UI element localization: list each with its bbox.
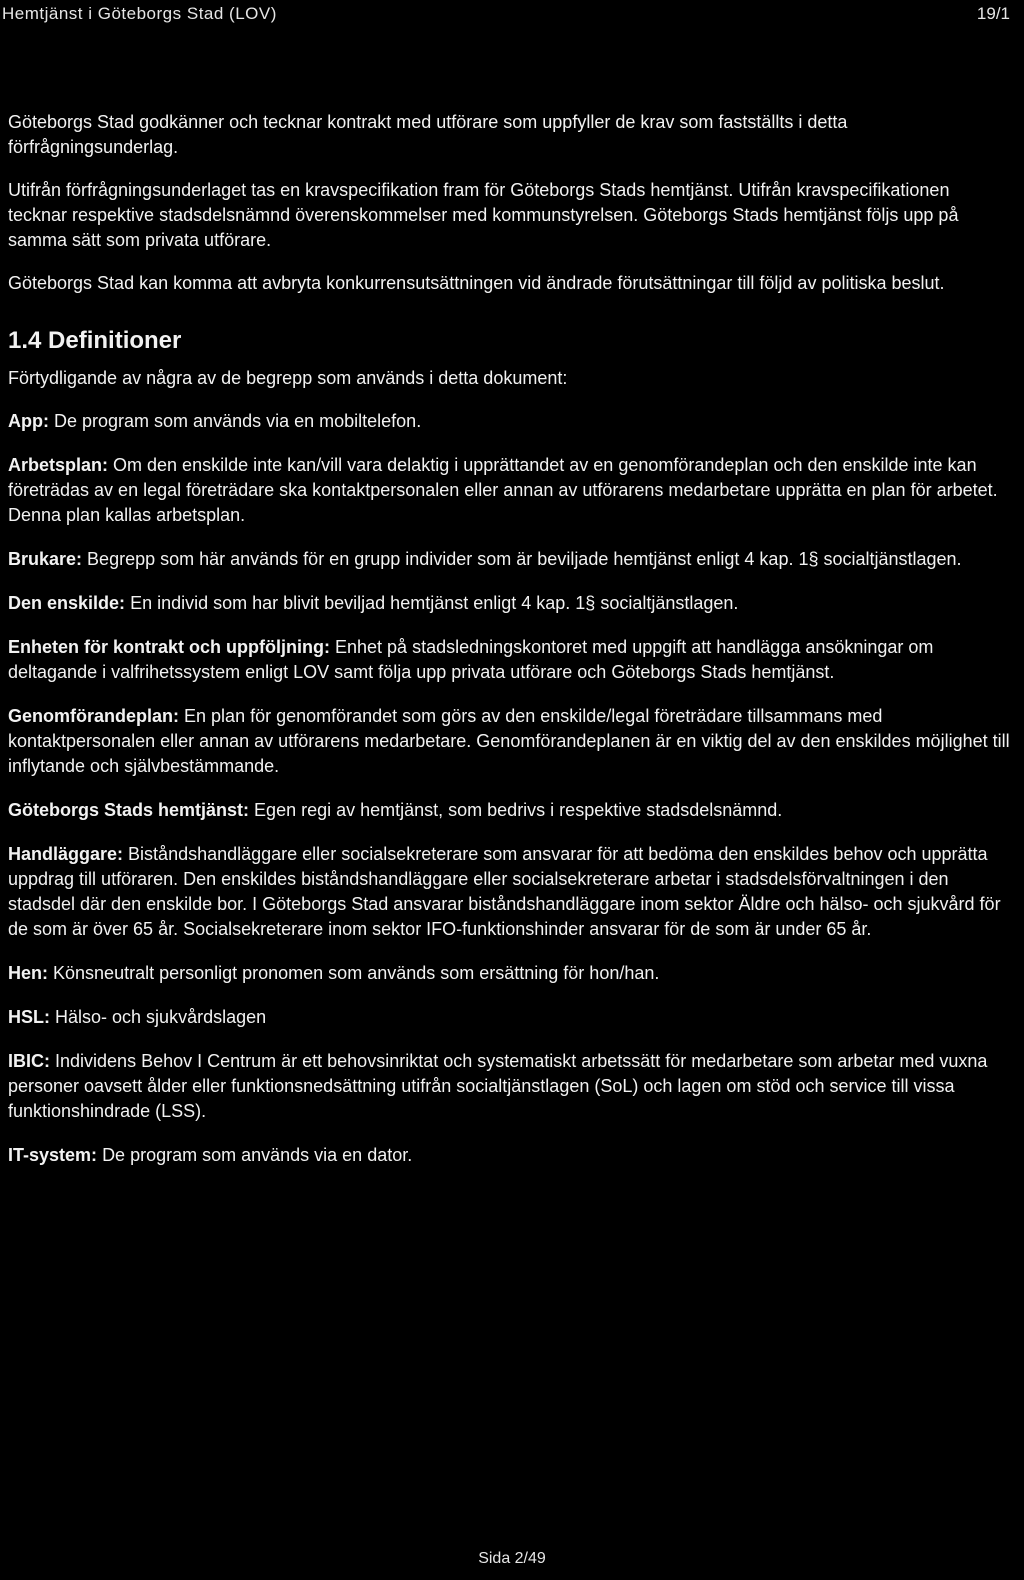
definition-enheten-for-kontrakt [8,635,1012,685]
section-heading: 1.4 Definitioner [8,327,182,354]
paragraph-kravspecifikation: Utifrån förfrågningsunderlaget tas en kravspecifikation fram för Göteborgs Stads hemtjänst. Utifrån kravspecifikationen tecknar respektive stadsdelsnämnd överenskommelser med kommunstyrelsen. Göteborgs Stads hemtjänst följs upp på samma sätt som privata utförare. [8,180,959,250]
definition-text: De program som används via en mobiltelefon. [54,411,422,431]
definition-text: Könsneutralt personligt pronomen som används som ersättning för hon/han. [53,963,660,983]
definition-genomforandeplan [8,704,1012,779]
definition-app [8,409,1012,434]
definition-text: Om den enskilde inte kan/vill vara delaktig i upprättandet av en genomförandeplan och den enskilde inte kan företrädas av en legal företrädare ska kontaktpersonalen eller annan av utförarens medarbetare upprätta en plan för arbetet. Denna plan kallas arbetsplan. [8,455,998,525]
definition-ibic [8,1049,1012,1124]
definition-term: IBIC: [8,1051,50,1071]
document-number: 19/1 [976,4,1010,23]
definition-text: En plan för genomförandet som görs av den enskilde/legal företrädare tillsammans med kontaktpersonalen eller annan av utförarens medarbetare. Genomförandeplanen är en viktig del av den enskildes möjlighet till inflytande och självbestämmande. [8,706,1010,776]
paragraph-approval: Göteborgs Stad godkänner och tecknar kontrakt med utförare som uppfyller de krav som fastställts i detta förfrågningsunderlag. [8,112,848,157]
definition-text: Hälso- och sjukvårdslagen [55,1007,267,1027]
definition-term: Den enskilde: [8,593,126,613]
definition-brukare [8,547,1012,572]
definition-term: Handläggare: [8,844,124,864]
definition-goteborgs-stads-hemtjanst [8,798,1012,823]
page-header [2,4,1010,34]
definition-term: Enheten för kontrakt och uppföljning: [8,637,330,657]
definition-handlaggare [8,842,1012,942]
document-body [8,110,1012,1187]
definition-term: Hen: [8,963,48,983]
definition-term: App: [8,411,49,431]
definition-den-enskilde [8,591,1012,616]
definition-text: Biståndshandläggare eller socialsekreterare som ansvarar för att bedöma den enskildes behov och upprätta uppdrag till utföraren. Den enskildes biståndshandläggare eller socialsekreterare arbetar i stadsdelsförvaltningen i den stadsdel där den enskilde bor. I Göteborgs Stad ansvarar biståndshandläggare inom sektor Äldre och hälso- och sjukvård för de som är över 65 år. Socialsekreterare inom sektor IFO-funktionshinder ansvarar för de som är under 65 år. [8,844,1001,939]
definition-term: Brukare: [8,549,83,569]
definition-term: IT-system: [8,1145,98,1165]
definition-arbetsplan [8,453,1012,528]
paragraph-avbryta: Göteborgs Stad kan komma att avbryta konkurrensutsättningen vid ändrade förutsättningar till följd av politiska beslut. [8,273,945,293]
definition-term: Göteborgs Stads hemtjänst: [8,800,250,820]
definition-it-system [8,1143,1012,1168]
document-title: Hemtjänst i Göteborgs Stad (LOV) [2,4,277,23]
definition-term: Genomförandeplan: [8,706,180,726]
definition-hsl [8,1005,1012,1030]
page-number: Sida 2/49 [478,1550,546,1567]
definition-text: Begrepp som här används för en grupp individer som är beviljade hemtjänst enligt 4 kap. 1§ socialtjänstlagen. [87,549,962,569]
definition-term: Arbetsplan: [8,455,109,475]
definition-hen [8,961,1012,986]
definition-text: Individens Behov I Centrum är ett behovsinriktat och systematiskt arbetssätt för medarbetare som arbetar med vuxna personer oavsett ålder eller funktionsnedsättning utifrån socialtjänstlagen (SoL) och lagen om stöd och service till vissa funktionshindrade (LSS). [8,1051,988,1121]
definition-text: Enhet på stadsledningskontoret med uppgift att handlägga ansökningar om deltagande i valfrihetssystem enligt LOV samt följa upp privata utförare och Göteborgs Stads hemtjänst. [8,637,934,682]
definition-text: En individ som har blivit beviljad hemtjänst enligt 4 kap. 1§ socialtjänstlagen. [130,593,739,613]
section-intro: Förtydligande av några av de begrepp som används i detta dokument: [8,368,568,388]
definition-term: HSL: [8,1007,50,1027]
definition-text: Egen regi av hemtjänst, som bedrivs i respektive stadsdelsnämnd. [254,800,783,820]
definition-text: De program som används via en dator. [102,1145,413,1165]
